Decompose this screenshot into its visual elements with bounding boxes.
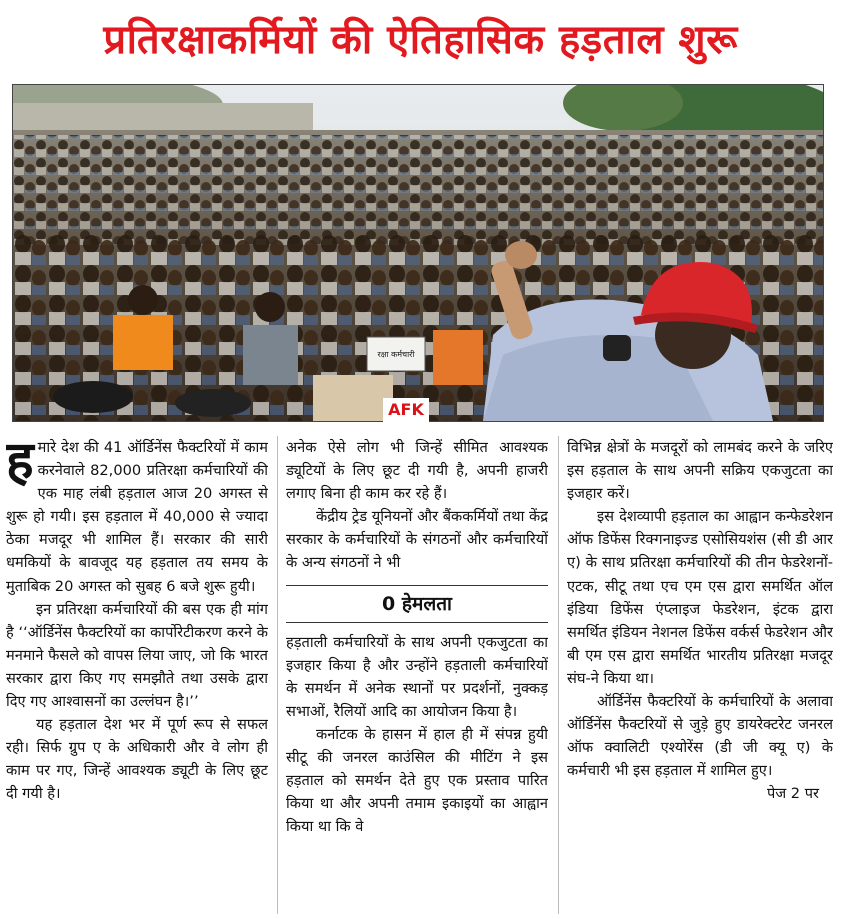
placard-text: रक्षा कर्मचारी <box>377 350 415 359</box>
paragraph: यह हड़ताल देश भर में पूर्ण रूप से सफल रही। सिर्फ ग्रुप ए के अधिकारी और वे लोग ही काम पर गए, जिन्हें आवश्यक ड्यूटी के लिए छूट दी गयी है। <box>6 716 268 803</box>
paragraph: केंद्रीय ट्रेड यूनियनों और बैंककर्मियों तथा केंद्र सरकार के कर्मचारियों के संगठनों और कर्मचारियों के अन्य संगठनों ने भी <box>286 508 548 572</box>
column-rule <box>277 436 278 914</box>
microphone-icon <box>603 335 631 361</box>
paragraph: इस देशव्यापी हड़ताल का आह्वान कन्फेडरेशन ऑफ डिफेंस रिक्गनाइज्ड एसोसियशंस (सी डी आर ए) के साथ प्रतिरक्षा कर्मचारियों की तीन फेडरेशनों- एटक, सीटू तथा एच एम एस द्वारा समर्थित ऑल इंडिया डिफेंस एंप्लाइज फेडरेशन, इंटक द्वारा समर्थित इंडियन नेशनल डिफेंस वर्कर्स फेडरेशन और बी एम एस द्वारा समर्थित भारतीय प्रतिरक्षा मजदूर संघ-ने किया था। <box>567 508 833 687</box>
strike-crowd-photo <box>12 84 824 422</box>
column-rule <box>558 436 559 914</box>
paragraph-text: मारे देश की 41 ऑर्डिनेंस फैक्टरियों में काम करनेवाले 82,000 प्रतिरक्षा कर्मचारियों की एक माह लंबी हड़ताल आज 20 अगस्त से शुरू हो गयी। इस हड़ताल में 40,000 से ज्यादा ठेका मजदूर भी शामिल हैं। सरकार की सारी धमकियों के बावजूद यह हड़ताल तय समय के मुताबिक 20 अगस्त को सुबह 6 बजे शुरू हुयी। <box>6 439 268 595</box>
paragraph: हड़ताली कर्मचारियों के साथ अपनी एकजुटता का इजहार किया है और उन्होंने हड़ताली कर्मचारियों के समर्थन में अनेक स्थानों पर प्रदर्शनों, नुक्कड़ सभाओं, रैलियों आदि का आयोजन किया है। <box>286 633 548 720</box>
article-column-3 <box>567 436 833 916</box>
paragraph: विभिन्न क्षेत्रों के मजदूरों को लामबंद करने के जरिए इस हड़ताल के साथ अपनी सक्रिय एकजुटता का इजहार करें। <box>567 439 833 503</box>
continued-on-page: पेज 2 पर <box>767 785 819 803</box>
paragraph: कर्नाटक के हासन में हाल ही में संपन्न हुयी सीटू की जनरल काउंसिल की मीटिंग ने इस हड़ताल को समर्थन देते हुए एक प्रस्ताव पारित किया था और अपनी तमाम इकाइयों का आह्वान किया था कि वे <box>286 725 548 836</box>
paragraph <box>6 436 268 598</box>
paragraph: ऑर्डिनेंस फैक्टरियों के कर्मचारियों के अलावा ऑर्डिनेंस फैक्टरियों से जुड़े हुए डायरेक्टरेट जनरल ऑफ क्वालिटी एश्योरेंस (डी जी क्यू ए) के कर्मचारी भी इस हड़ताल में शामिल हुए। <box>567 693 833 780</box>
paragraph: इन प्रतिरक्षा कर्मचारियों की बस एक ही मांग है ‘‘ऑर्डिनेंस फैक्टरियों का कार्पोरेटीकरण करने के मनमाने फैसले को वापस लिया जाए, जो कि भारत सरकार द्वारा किए गए समझौते तथा उसके द्वारा दिए गए आश्वासनों का उल्लंघन है।’’ <box>6 600 268 711</box>
article-column-2 <box>286 436 548 916</box>
crowd-illustration <box>13 85 823 421</box>
photo-credit: AFK <box>383 398 429 422</box>
drop-cap: ह <box>6 436 34 491</box>
article-column-1 <box>6 436 268 916</box>
byline: 0 हेमलता <box>286 585 548 623</box>
headline: प्रतिरक्षाकर्मियों की ऐतिहासिक हड़ताल शुरू <box>103 17 738 63</box>
paragraph: अनेक ऐसे लोग भी जिन्हें सीमित आवश्यक ड्यूटियों के लिए छूट दी गयी है, अपनी हाजरी लगाए बिना ही काम कर रहे हैं। <box>286 439 548 503</box>
